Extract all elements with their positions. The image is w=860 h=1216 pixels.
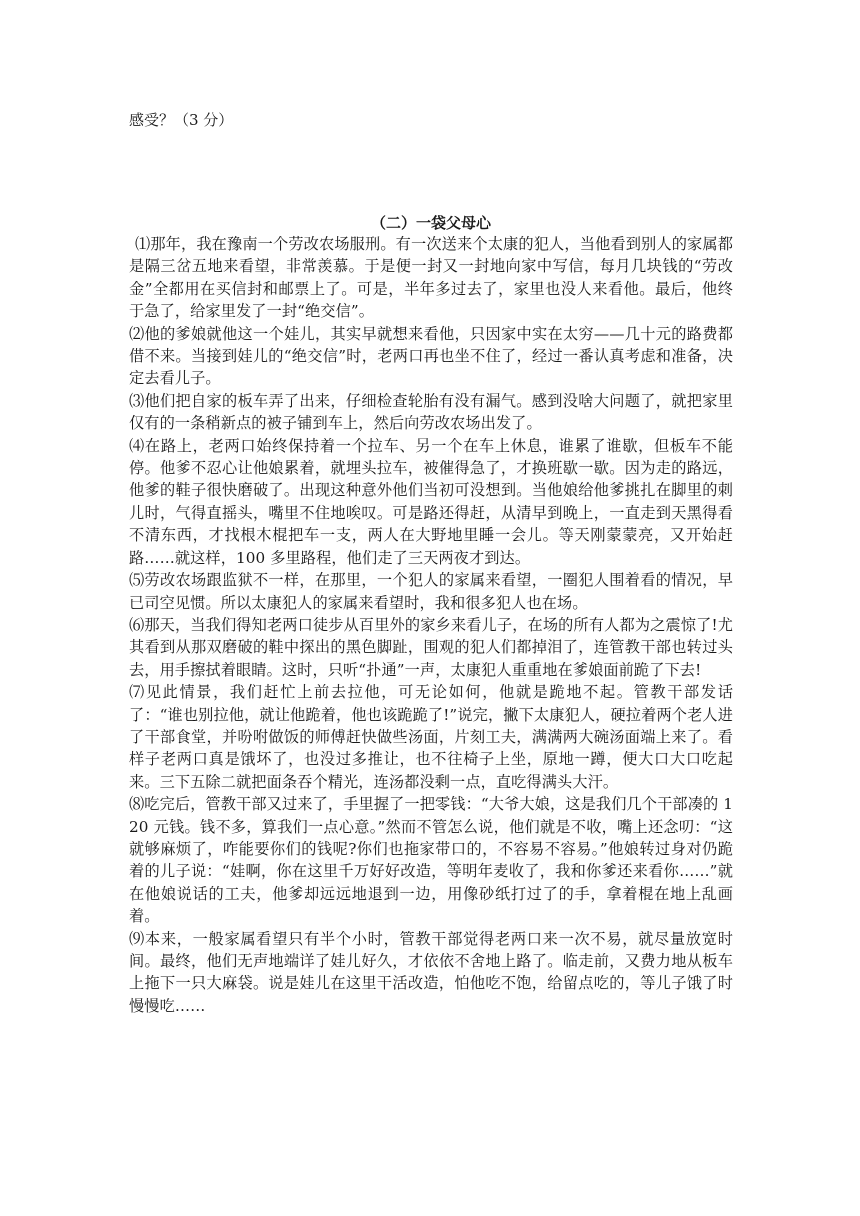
article-body	[129, 233, 733, 1017]
paragraph-9: ⑼本来，一般家属看望只有半个小时，管教干部觉得老两口来一次不易，就尽量放宽时间。最终，他们无声地端详了娃儿好久，才依依不舍地上路了。临走前，又费力地从板车上拖下一只大麻袋。说是娃儿在这里干活改造，怕他吃不饱，给留点吃的，等儿子饿了时慢慢吃……	[129, 929, 733, 1015]
paragraph-7: ⑺见此情景，我们赶忙上前去拉他，可无论如何，他就是跪地不起。管教干部发话了：“谁也别拉他，就让他跪着，他也该跪跪了!”说完，撇下太康犯人，硬拉着两个老人进了干部食堂，并吩咐做饭的师傅赶快做些汤面，片刻工夫，满满两大碗汤面端上来了。看样子老两口真是饿坏了，也没过多推让，也不往椅子上坐，原地一蹲，便大口大口吃起来。三下五除二就把面条吞个精光，连汤都没剩一点，直吃得满头大汗。	[129, 683, 733, 791]
paragraph-3: ⑶他们把自家的板车弄了出来，仔细检查轮胎有没有漏气。感到没啥大问题了，就把家里仅有的一条稍新点的被子铺到车上，然后向劳改农场出发了。	[129, 391, 733, 433]
paragraph-4: ⑷在路上，老两口始终保持着一个拉车、另一个在车上休息，谁累了谁歇，但板车不能停。他爹不忍心让他娘累着，就埋头拉车，被催得急了，才换班歇一歇。因为走的路远，他爹的鞋子很快磨破了。出现这种意外他们当初可没想到。当他娘给他爹挑扎在脚里的刺儿时，气得直摇头，嘴里不住地唉叹。可是路还得赶，从清早到晚上，一直走到天黑得看不清东西，才找根木棍把车一支，两人在大野地里睡一会儿。等天刚蒙蒙亮，又开始赶路……就这样，100 多里路程，他们走了三天两夜才到达。	[129, 436, 733, 567]
paragraph-5: ⑸劳改农场跟监狱不一样，在那里，一个犯人的家属来看望，一圈犯人围着看的情况，早已司空见惯。所以太康犯人的家属来看望时，我和很多犯人也在场。	[129, 571, 733, 612]
question-tail: 感受？（3 分）	[129, 111, 234, 129]
paragraph-6: ⑹那天，当我们得知老两口徒步从百里外的家乡来看儿子，在场的所有人都为之震惊了!尤其看到从那双磨破的鞋中探出的黑色脚趾，围观的犯人们都掉泪了，连管教干部也转过头去，用手擦拭着眼睛。这时，只听“扑通”一声，太康犯人重重地在爹娘面前跪了下去!	[129, 615, 733, 679]
paragraph-8: ⑻吃完后，管教干部又过来了，手里握了一把零钱：“大爷大娘，这是我们几个干部凑的 120 元钱。钱不多，算我们一点心意。”然而不管怎么说，他们就是不收，嘴上还念叨：“这就够麻烦了，咋能要你们的钱呢?你们也拖家带口的，不容易不容易。”他娘转过身对仍跪着的儿子说：“娃啊，你在这里千万好好改造，等明年麦收了，我和你爹还来看你……”就在他娘说话的工夫，他爹却远远地退到一边，用像砂纸打过了的手，拿着棍在地上乱画着。	[129, 795, 733, 926]
article-title: （二）一袋父母心	[370, 214, 491, 232]
paragraph-2: ⑵他的爹娘就他这一个娃儿，其实早就想来看他，只因家中实在太穷——几十元的路费都借不来。当接到娃儿的“绝交信”时，老两口再也坐不住了，经过一番认真考虑和准备，决定去看儿子。	[129, 324, 733, 388]
paragraph-1: ⑴那年，我在豫南一个劳改农场服刑。有一次送来个太康的犯人，当他看到别人的家属都是隔三岔五地来看望，非常羡慕。于是便一封又一封地向家中写信，每月几块钱的“劳改金”全都用在买信封和邮票上了。可是，半年多过去了，家里也没人来看他。最后，他终于急了，给家里发了一封“绝交信”。	[129, 235, 733, 321]
